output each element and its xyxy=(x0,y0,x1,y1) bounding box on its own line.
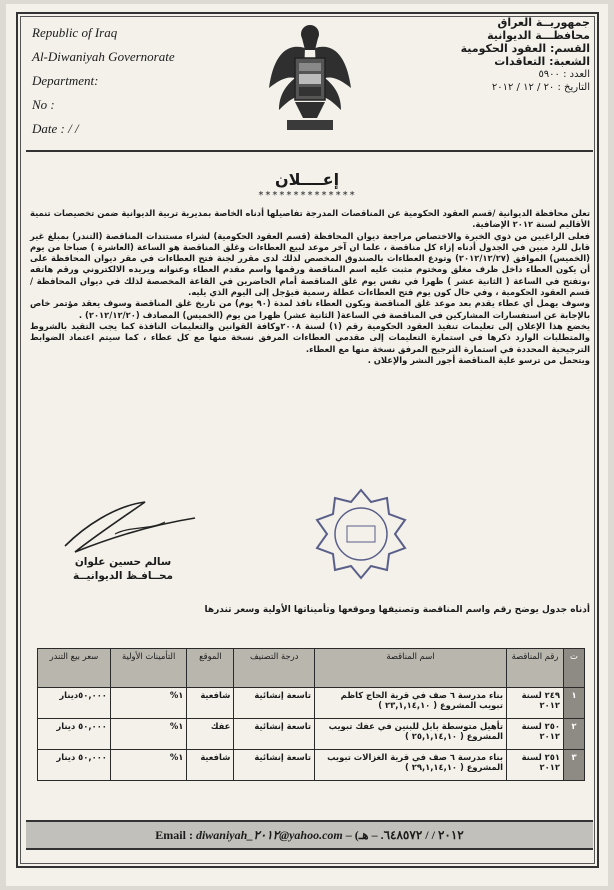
tender-name: بناء مدرسة ٦ صف في قرية الغزالات تبويب المشروع ( ٢٩,١,١٤,١٠ ) xyxy=(315,750,507,781)
deposit: ١% xyxy=(110,750,186,781)
table-row xyxy=(38,719,585,750)
tender-name: تأهيل متوسطة بابل للبنين في عفك تبويب المشروع ( ٢٥,١,١٤,١٠ ) xyxy=(315,719,507,750)
header-index: ت xyxy=(564,649,585,688)
en-governorate: Al-Diwaniyah Governorate xyxy=(32,49,175,64)
signatory-name: سالم حسين علوان xyxy=(74,556,172,568)
footer-contact-bar xyxy=(26,820,593,850)
tender-name: بناء مدرسة ٦ صف في قرية الحاج كاظم تبويب المشروع ( ٢٣,١,١٤,١٠ ) xyxy=(315,688,507,719)
fax-reference: – (٢٠١٢ / / ٦٤٨٥٧٢. – هـ xyxy=(345,828,464,842)
row-index: ٢ xyxy=(564,719,585,750)
tender-price: ٥٠,٠٠٠ دينار xyxy=(38,750,111,781)
paragraph-intro: تعلن محافظة الديوانية /قسم العقود الحكومية عن المناقصات المدرجة تفاصيلها أدناه الخاصة بمديرية تربية الديوانية ضمن تخصيصات تنمية الأقاليم لسنة ٢٠١٢ الإضافية. xyxy=(30,208,590,230)
iraq-eagle-emblem-icon xyxy=(265,18,355,143)
deposit: ١% xyxy=(110,688,186,719)
row-index: ١ xyxy=(564,688,585,719)
location: عفك xyxy=(187,719,234,750)
handwritten-signature xyxy=(55,496,205,556)
ar-department: القسم: العقود الحكومية xyxy=(460,42,590,55)
header-tender-name: اسم المناقصة xyxy=(315,649,507,688)
table-header-row xyxy=(38,649,585,688)
english-letterhead xyxy=(32,26,232,146)
tender-price: ٥٠,٠٠٠دينار xyxy=(38,688,111,719)
email-label: Email : xyxy=(155,828,193,842)
tender-price: ٥٠,٠٠٠ دينار xyxy=(38,719,111,750)
location: شافعية xyxy=(187,750,234,781)
paragraph-regulations: يخضع هذا الإعلان إلى تعليمات تنفيذ العقود الحكومية رقم (١) لسنة ٢٠٠٨وكافة القوانين والتعليمات النافذة كما يجب التقيد بالشروط والمتطلبات الوارد ذكرها في استمارة التعليمات إلى مقدمي العطاءات المرفق نسخة منها مع كل عطاء ، كما سيتم اعتماد الضوابط الترجيحية المحددة في استمارة الترجيح المرفق نسخة منها مع العطاء. xyxy=(30,320,590,354)
tenders-table xyxy=(37,648,585,781)
header-classification: درجة التصنيف xyxy=(234,649,315,688)
ar-date: التاريخ : ٢٠ / ١٢ / ٢٠١٢ xyxy=(491,82,590,93)
en-department: Department: xyxy=(32,73,99,88)
notice-title: إعــــلان xyxy=(274,170,340,189)
title-ornament: ************** xyxy=(257,190,357,201)
location: شافعية xyxy=(187,688,234,719)
arabic-letterhead xyxy=(420,16,590,94)
table-caption: أدناه جدول يوضح رقم واسم المناقصة وتصنيفها وموقعها وتأميناتها الأولية وسعر تندرها xyxy=(204,605,590,615)
deposit: ١% xyxy=(110,719,186,750)
en-number: No : xyxy=(32,97,55,112)
signatory-title: محــافـظ الديوانيــة xyxy=(72,570,174,582)
tender-number: ٢٤٩ لسنة ٢٠١٢ xyxy=(507,688,564,719)
ar-reference-number: العدد : ٥٩٠٠ xyxy=(538,69,590,80)
ar-section: الشعبة: التعاقدات xyxy=(494,55,590,68)
table-row xyxy=(38,750,585,781)
official-stamp-seal xyxy=(315,488,407,580)
row-index: ٣ xyxy=(564,750,585,781)
tender-number: ٢٥٠ لسنة ٢٠١٢ xyxy=(507,719,564,750)
classification: تاسعة إنشائية xyxy=(234,719,315,750)
signatory-block xyxy=(58,555,188,583)
header-location: الموقع xyxy=(187,649,234,688)
classification: تاسعة إنشائية xyxy=(234,750,315,781)
paragraph-procedure: فعلى الراغبين من ذوي الخبرة والاختصاص مراجعة ديوان المحافظة (قسم العقود الحكومية) لشراء مستندات المناقصة (التندر) بمبلغ غير قابل للرد مبين في الجدول أدناه إزاء كل مناقصة ، علما ان آخر موعد لبيع العطاءات وغلق المناقصة هو الساعة (العاشرة ) صباحا من يوم (الخميس) الموافق (٢٠١٢/١٢/٢٧) وتودع العطاءات بالصندوق المخصص لذلك لدى مقرر لجنة فتح العطاءات في مقر ديوان المحافظة على أن يكون العطاء داخل ظرف مغلق ومختوم مثبت عليه اسم المناقصة ورقمها واسم مقدم العطاء وعنوانه ويريده الالكتروني ورقم هاتفه ،وتفتح في الساعة ( الثانية عشر ) ظهرا في نفس يوم غلق المناقصة أمام الحاضرين في القاعة المخصصة لذلك في ديوان المحافظة /قسم العقود الحكومية ، وفي حال كون يوم فتح العطاءات عطلة رسمية فيؤجل إلى اليوم الذي يليه. xyxy=(30,230,590,298)
en-date: Date : / / xyxy=(32,121,79,136)
paragraph-validity: وسوف يهمل أي عطاء يقدم بعد موعد غلق المناقصة ويكون العطاء نافذ لمدة (٩٠ يوم) من تاريخ غلق المناقصة وسوف يعقد مؤتمر خاص بالإجابة عن استفسارات المشاركين في المناقصة في الساعة( الثانية عشر) ظهرا من يوم (الخميس) المصادف (٢٠١٢/١٢/٢٠) . xyxy=(30,298,590,320)
notice-body xyxy=(30,208,590,366)
classification: تاسعة إنشائية xyxy=(234,688,315,719)
en-country: Republic of Iraq xyxy=(32,25,118,40)
header-rule xyxy=(26,150,593,152)
header-tender-price: سعر بيع التندر xyxy=(38,649,111,688)
ar-governorate: محافظـــة الديوانية xyxy=(487,29,590,42)
ar-country: جمهوريــة العراق xyxy=(497,16,590,29)
table-row xyxy=(38,688,585,719)
header-deposit: التأمينات الأولية xyxy=(110,649,186,688)
tender-number: ٢٥١ لسنة ٢٠١٢ xyxy=(507,750,564,781)
header-tender-number: رقم المناقصة xyxy=(507,649,564,688)
email-address[interactable]: diwaniyah_٢٠١٢@yahoo.com xyxy=(195,828,343,842)
paragraph-costs: ويتحمل من ترسو علية المناقصة أجور النشر والإعلان . xyxy=(367,354,590,365)
